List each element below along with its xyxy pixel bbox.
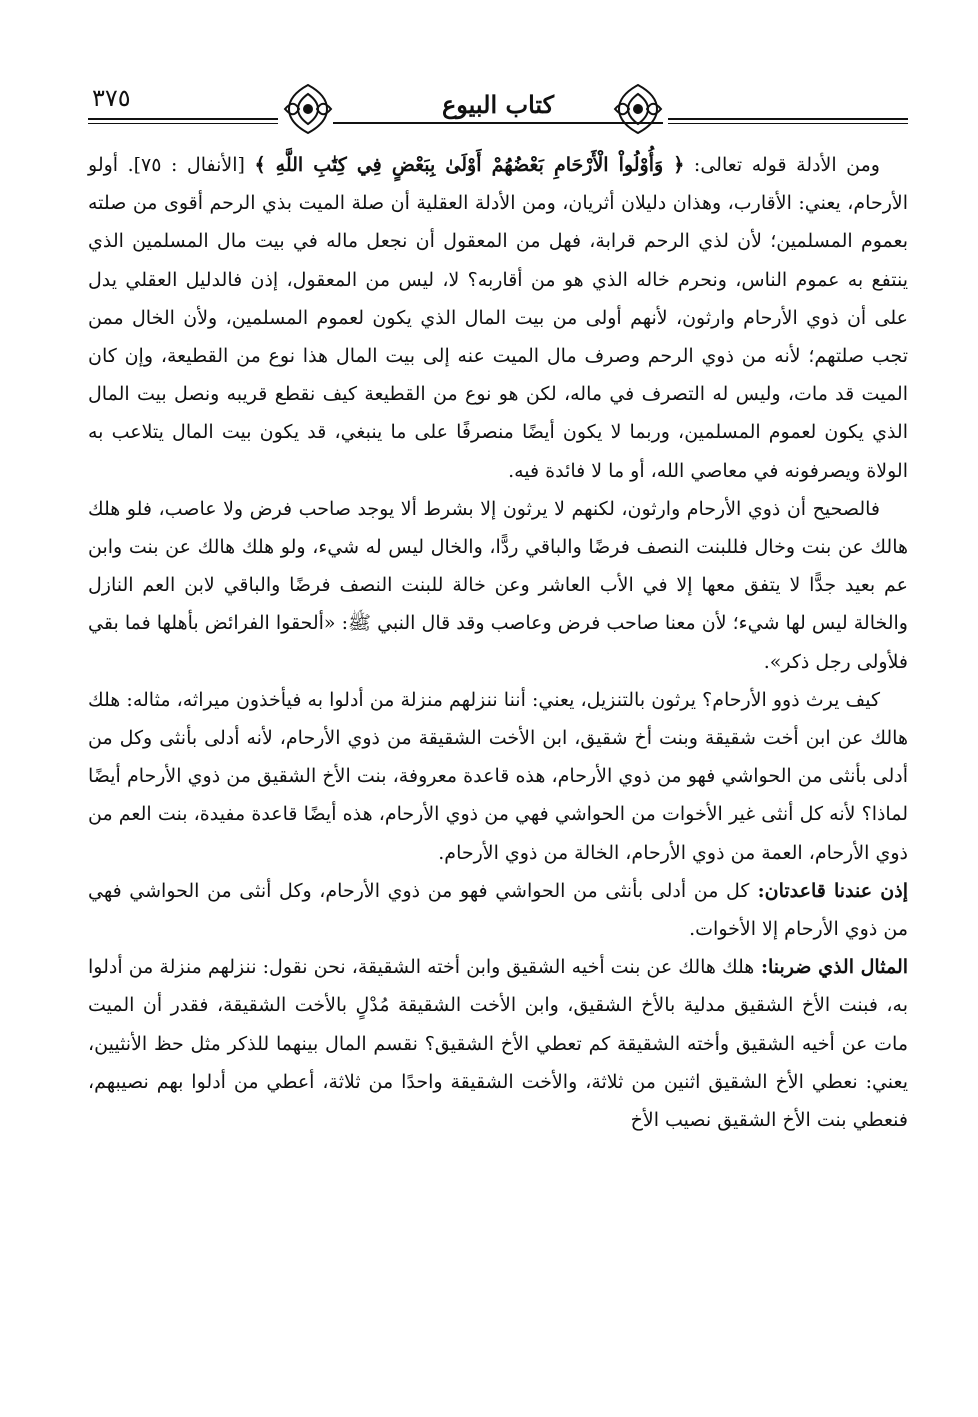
page-number: ٣٧٥ — [92, 84, 131, 112]
ornament-left-icon — [283, 82, 333, 136]
book-page — [88, 78, 908, 1398]
paragraph-lead: المثال الذي ضربنا: — [754, 956, 909, 979]
paragraph-text: كيف يرث ذوو الأرحام؟ يرثون بالتنزيل، يعني: أننا ننزلهم منزلة من أدلوا به فيأخذون ميراثه، مثاله: هلك هالك عن ابن أخت شقيقة وبنت أخ شقيق، ابن الأخت الشقيقة من ذوي الأرحام، لأنه أدلى بأنثى وكل من أدلى بأنثى من الحواشي فهو من ذوي الأرحام، هذه قاعدة معروفة، بنت الأخ الشقيق من ذوي الأرحام أيضًا لماذا؟ لأنه كل أنثى غير الأخوات من الحواشي فهي من ذوي الأرحام، هذه أيضًا قاعدة مفيدة، بنت العم من ذوي الأرحام، العمة من ذوي الأرحام، الخالة من ذوي الأرحام. — [88, 688, 908, 864]
ornament-right-icon — [613, 82, 663, 136]
header-rule — [88, 118, 278, 120]
paragraph — [88, 948, 908, 1139]
quran-verse: ﴿ وَأُوْلُواْ الْأَرْحَامِ بَعْضُهُمْ أَوْلَىٰ بِبَعْضٍ فِي كِتَٰبِ اللَّهِ ﴾ — [254, 154, 685, 176]
paragraph-text: ومن الأدلة قوله تعالى: — [684, 154, 880, 176]
paragraph — [88, 681, 908, 872]
header-rule — [668, 118, 908, 120]
paragraph-text: هلك هالك عن بنت أخيه الشقيق وابن أخته الشقيقة، نحن نقول: ننزلهم منزلة من أدلوا به، فبنت الأخ الشقيق مدلية بالأخ الشقيق، وابن الأخت الشقيقة مُدْلٍ بالأخت الشقيقة، فقدر أن الميت مات عن أخيه الشقيق وأخته الشقيقة كم تعطي الأخ الشقيق؟ نقسم المال بينهما للذكر مثل حظ الأنثيين، يعني: نعطي الأخ الشقيق اثنين من ثلاثة، والأخت الشقيقة واحدًا من ثلاثة، أعطي من أدلوا بهم نصيبهم، فنعطي بنت الأخ الشقيق نصيب الأخ — [88, 956, 908, 1132]
paragraph-text: كل من أدلى بأنثى من الحواشي فهو من ذوي الأرحام، وكل أنثى من الحواشي فهي من ذوي الأرحام إلا الأخوات. — [88, 879, 908, 941]
paragraph — [88, 146, 908, 490]
paragraph — [88, 490, 908, 681]
page-header — [88, 78, 908, 140]
paragraph-lead: إذن عندنا قاعدتان: — [749, 879, 908, 902]
page-body — [88, 146, 908, 1139]
page-title: كتاب البيوع — [441, 90, 555, 119]
header-rule — [668, 123, 908, 124]
header-rule — [88, 123, 278, 124]
paragraph-text: فالصحيح أن ذوي الأرحام وارثون، لكنهم لا يرثون إلا بشرط ألا يوجد صاحب فرض ولا عاصب، فلو هلك هالك عن بنت وخال فللبنت النصف فرضًا والباقي ردًّا، والخال ليس له شيء، ولو هلك هالك عن بنت وابن عم بعيد جدًّا لا يتفق معها إلا في الأب العاشر وعن خالة للبنت النصف فرضًا والباقي لابن العم النازل والخالة ليس لها شيء؛ لأن معنا صاحب فرض وعاصب وقد قال النبي ﷺ: «ألحقوا الفرائض بأهلها فما بقي فلأولى رجل ذكر». — [88, 497, 908, 673]
paragraph — [88, 872, 908, 948]
paragraph-text: [الأنفال : ٧٥]. أولو الأرحام، يعني: الأقارب، وهذان دليلان أثريان، ومن الأدلة العقلية أن صلة الميت بذي الرحم أقوى من صلته بعموم المسلمين؛ لأن لذي الرحم قرابة، فهل من المعقول أن نجعل ماله في بيت مال المسلمين الذي ينتفع به عموم الناس، ونحرم خاله الذي هو من أقاربه؟ لا، ليس من المعقول، إذن فالدليل العقلي يدل على أن ذوي الأرحام وارثون، لأنهم أولى من بيت المال الذي يكون لعموم المسلمين، ولأن الخال ممن تجب صلتهم؛ لأنه من ذوي الرحم وصرف مال الميت عنه إلى بيت المال هذا نوع من القطيعة، وإن كان الميت قد مات، وليس له التصرف في ماله، لكن هو نوع من القطيعة كيف نقطع قريبه ونصل بيت المال الذي يكون لعموم المسلمين، وربما لا يكون أيضًا منصرفًا على ما ينبغي، قد يكون بيت المال يتلاعب به الولاة ويصرفونه في معاصي الله، أو ما لا فائدة فيه. — [88, 154, 908, 482]
